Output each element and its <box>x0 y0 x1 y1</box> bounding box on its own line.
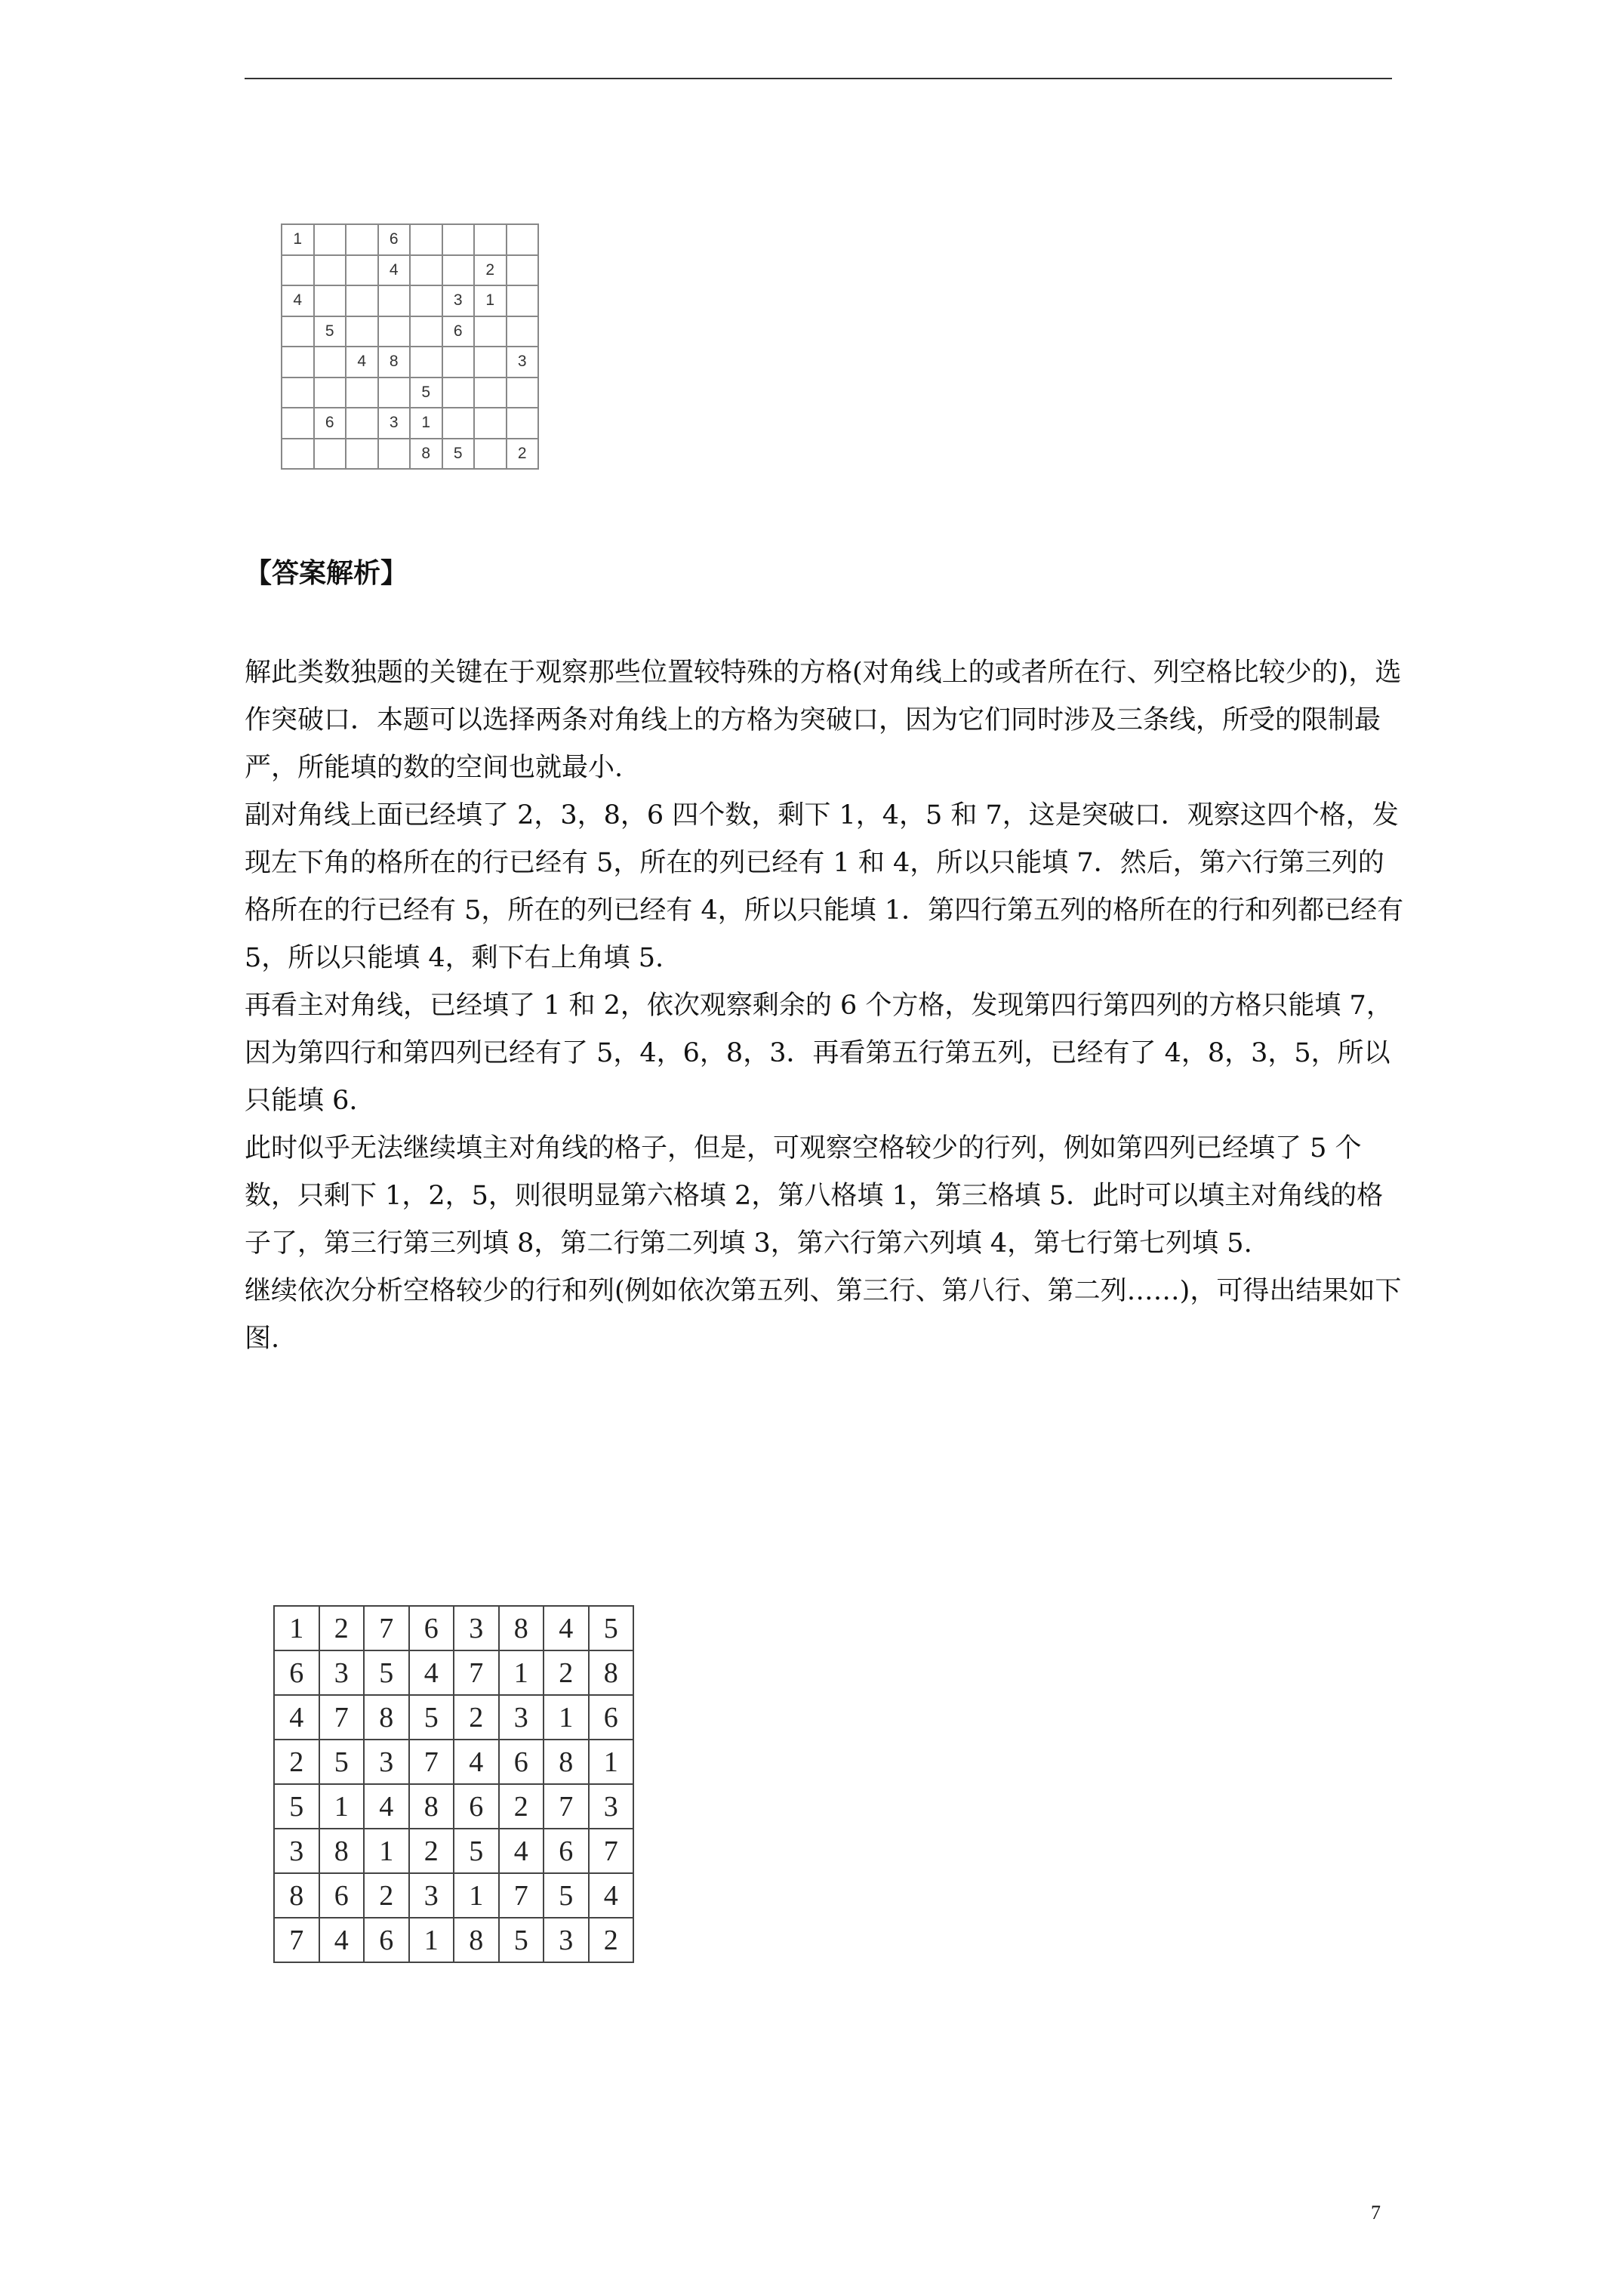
solution-cell: 8 <box>364 1695 409 1740</box>
solution-row <box>274 1650 633 1695</box>
solution-cell: 2 <box>319 1606 365 1650</box>
solution-cell: 4 <box>589 1873 634 1918</box>
puzzle-cell <box>410 347 442 378</box>
puzzle-cell <box>282 347 314 378</box>
puzzle-cell <box>442 224 475 255</box>
solution-cell: 8 <box>589 1650 634 1695</box>
puzzle-cell <box>282 316 314 347</box>
puzzle-cell <box>410 255 442 286</box>
puzzle-cell: 4 <box>282 285 314 316</box>
puzzle-cell <box>442 347 475 378</box>
paragraph: 继续依次分析空格较少的行和列(例如依次第五列、第三行、第八行、第二列……)，可得出结果如下图. <box>245 1276 1402 1354</box>
solution-grid <box>273 1605 634 1963</box>
puzzle-cell <box>314 285 346 316</box>
header-rule <box>245 78 1392 79</box>
puzzle-cell <box>507 408 539 439</box>
solution-cell: 7 <box>274 1918 319 1962</box>
solution-cell: 8 <box>409 1784 454 1829</box>
solution-cell: 2 <box>409 1829 454 1873</box>
solution-cell: 4 <box>274 1695 319 1740</box>
puzzle-cell: 2 <box>474 255 507 286</box>
solution-cell: 4 <box>454 1740 499 1784</box>
puzzle-cell <box>314 378 346 408</box>
solution-cell: 4 <box>499 1829 544 1873</box>
puzzle-cell <box>474 378 507 408</box>
puzzle-cell <box>442 255 475 286</box>
puzzle-cell <box>507 224 539 255</box>
puzzle-cell: 3 <box>378 408 411 439</box>
solution-cell: 6 <box>589 1695 634 1740</box>
solution-row <box>274 1784 633 1829</box>
solution-cell: 5 <box>364 1650 409 1695</box>
puzzle-cell <box>346 439 378 470</box>
solution-cell: 1 <box>589 1740 634 1784</box>
puzzle-cell: 4 <box>346 347 378 378</box>
puzzle-cell <box>507 285 539 316</box>
solution-cell: 3 <box>454 1606 499 1650</box>
solution-cell: 4 <box>319 1918 365 1962</box>
puzzle-cell: 6 <box>442 316 475 347</box>
puzzle-cell: 5 <box>410 378 442 408</box>
puzzle-row <box>282 408 538 439</box>
puzzle-cell <box>474 224 507 255</box>
solution-cell: 3 <box>409 1873 454 1918</box>
solution-cell: 8 <box>454 1918 499 1962</box>
puzzle-cell <box>378 316 411 347</box>
solution-row <box>274 1740 633 1784</box>
solution-cell: 6 <box>364 1918 409 1962</box>
solution-cell: 1 <box>454 1873 499 1918</box>
puzzle-row <box>282 224 538 255</box>
puzzle-cell <box>346 255 378 286</box>
solution-cell: 8 <box>319 1829 365 1873</box>
solution-row <box>274 1829 633 1873</box>
puzzle-cell <box>378 378 411 408</box>
solution-row <box>274 1606 633 1650</box>
solution-cell: 2 <box>589 1918 634 1962</box>
puzzle-cell: 1 <box>282 224 314 255</box>
solution-cell: 5 <box>454 1829 499 1873</box>
solution-cell: 2 <box>454 1695 499 1740</box>
puzzle-cell: 1 <box>410 408 442 439</box>
puzzle-cell: 2 <box>507 439 539 470</box>
puzzle-cell <box>474 408 507 439</box>
puzzle-cell <box>410 224 442 255</box>
puzzle-cell <box>410 285 442 316</box>
solution-cell: 7 <box>589 1829 634 1873</box>
solution-cell: 5 <box>544 1873 589 1918</box>
puzzle-cell <box>282 439 314 470</box>
solution-cell: 5 <box>274 1784 319 1829</box>
solution-cell: 2 <box>364 1873 409 1918</box>
solution-row <box>274 1695 633 1740</box>
puzzle-cell <box>282 378 314 408</box>
solution-cell: 1 <box>499 1650 544 1695</box>
puzzle-cell <box>314 255 346 286</box>
puzzle-cell <box>282 255 314 286</box>
solution-cell: 7 <box>319 1695 365 1740</box>
solution-row <box>274 1873 633 1918</box>
puzzle-cell <box>314 224 346 255</box>
puzzle-cell: 8 <box>410 439 442 470</box>
solution-cell: 6 <box>274 1650 319 1695</box>
solution-cell: 8 <box>499 1606 544 1650</box>
page-number: 7 <box>1371 2202 1381 2224</box>
solution-cell: 5 <box>409 1695 454 1740</box>
solution-cell: 3 <box>499 1695 544 1740</box>
solution-cell: 5 <box>499 1918 544 1962</box>
solution-cell: 1 <box>409 1918 454 1962</box>
puzzle-grid <box>281 223 539 470</box>
solution-cell: 7 <box>364 1606 409 1650</box>
puzzle-cell <box>346 285 378 316</box>
puzzle-row <box>282 285 538 316</box>
solution-cell: 1 <box>319 1784 365 1829</box>
puzzle-cell: 6 <box>314 408 346 439</box>
solution-cell: 4 <box>409 1650 454 1695</box>
paragraph: 此时似乎无法继续填主对角线的格子，但是，可观察空格较少的行列，例如第四列已经填了 5 个数，只剩下 1，2，5，则很明显第六格填 2，第八格填 1，第三格填 5．此时可以填主对角线的格子了，第三行第三列填 8，第二行第二列填 3，第六行第六列填 4，第七行第七列填 5. <box>245 1133 1384 1259</box>
puzzle-cell <box>346 378 378 408</box>
puzzle-cell <box>378 439 411 470</box>
solution-cell: 3 <box>319 1650 365 1695</box>
solution-cell: 4 <box>364 1784 409 1829</box>
puzzle-row <box>282 439 538 470</box>
solution-cell: 1 <box>364 1829 409 1873</box>
puzzle-cell: 3 <box>442 285 475 316</box>
puzzle-cell <box>474 316 507 347</box>
puzzle-row <box>282 316 538 347</box>
solution-cell: 6 <box>544 1829 589 1873</box>
section-title: 【答案解析】 <box>245 558 408 589</box>
puzzle-cell: 4 <box>378 255 411 286</box>
solution-cell: 6 <box>319 1873 365 1918</box>
puzzle-cell <box>346 408 378 439</box>
solution-cell: 6 <box>499 1740 544 1784</box>
puzzle-cell <box>442 378 475 408</box>
puzzle-cell: 8 <box>378 347 411 378</box>
puzzle-cell <box>410 316 442 347</box>
puzzle-row <box>282 347 538 378</box>
solution-cell: 5 <box>589 1606 634 1650</box>
solution-cell: 8 <box>274 1873 319 1918</box>
solution-cell: 2 <box>499 1784 544 1829</box>
puzzle-cell <box>314 347 346 378</box>
puzzle-cell <box>314 439 346 470</box>
analysis-text <box>245 649 1407 1363</box>
puzzle-cell <box>378 285 411 316</box>
puzzle-cell <box>507 255 539 286</box>
solution-cell: 8 <box>544 1740 589 1784</box>
solution-cell: 5 <box>319 1740 365 1784</box>
paragraph: 解此类数独题的关键在于观察那些位置较特殊的方格(对角线上的或者所在行、列空格比较少的)，选作突破口．本题可以选择两条对角线上的方格为突破口，因为它们同时涉及三条线，所受的限制最严，所能填的数的空间也就最小. <box>245 658 1402 783</box>
solution-cell: 7 <box>409 1740 454 1784</box>
solution-cell: 3 <box>274 1829 319 1873</box>
puzzle-row <box>282 255 538 286</box>
puzzle-cell: 6 <box>378 224 411 255</box>
puzzle-cell <box>282 408 314 439</box>
puzzle-cell <box>474 439 507 470</box>
puzzle-cell: 5 <box>314 316 346 347</box>
puzzle-row <box>282 378 538 408</box>
solution-cell: 7 <box>454 1650 499 1695</box>
paragraph: 再看主对角线，已经填了 1 和 2，依次观察剩余的 6 个方格，发现第四行第四列的方格只能填 7，因为第四行和第四列已经有了 5，4，6，8，3．再看第五行第五列，已经有了 4，8，3，5，所以只能填 6. <box>245 991 1393 1116</box>
puzzle-cell <box>442 408 475 439</box>
solution-cell: 2 <box>544 1650 589 1695</box>
puzzle-cell: 1 <box>474 285 507 316</box>
solution-cell: 3 <box>364 1740 409 1784</box>
solution-cell: 7 <box>544 1784 589 1829</box>
solution-cell: 3 <box>589 1784 634 1829</box>
puzzle-cell <box>474 347 507 378</box>
solution-cell: 4 <box>544 1606 589 1650</box>
solution-cell: 2 <box>274 1740 319 1784</box>
solution-row <box>274 1918 633 1962</box>
puzzle-cell <box>346 224 378 255</box>
puzzle-cell: 3 <box>507 347 539 378</box>
solution-cell: 6 <box>454 1784 499 1829</box>
puzzle-cell: 5 <box>442 439 475 470</box>
solution-cell: 7 <box>499 1873 544 1918</box>
solution-cell: 1 <box>274 1606 319 1650</box>
puzzle-cell <box>346 316 378 347</box>
solution-cell: 6 <box>409 1606 454 1650</box>
puzzle-cell <box>507 316 539 347</box>
paragraph: 副对角线上面已经填了 2，3，8，6 四个数，剩下 1，4，5 和 7，这是突破口．观察这四个格，发现左下角的格所在的行已经有 5，所在的列已经有 1 和 4，所以只能填 7．然后，第六行第三列的格所在的行已经有 5，所在的列已经有 4，所以只能填 1．第四行第五列的格所在的行和列都已经有 5，所以只能填 4，剩下右上角填 5. <box>245 800 1404 973</box>
solution-cell: 1 <box>544 1695 589 1740</box>
puzzle-cell <box>507 378 539 408</box>
solution-cell: 3 <box>544 1918 589 1962</box>
